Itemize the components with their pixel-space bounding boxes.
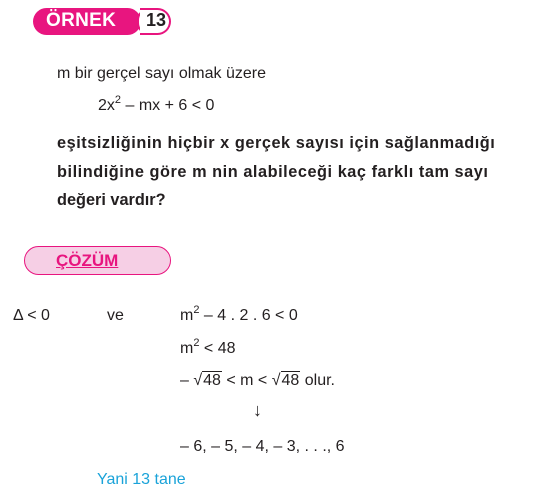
solution-label: ÇÖZÜM <box>56 251 119 270</box>
sqrt-48-left <box>193 372 222 390</box>
example-number: 13 <box>146 10 167 30</box>
step1-base: m <box>180 307 194 324</box>
step1-exponent: 2 <box>193 303 200 316</box>
question-line-1: eşitsizliğinin hiçbir x gerçek sayısı için sağlanmadığı <box>57 134 496 152</box>
answer-text: Yani 13 tane <box>97 471 186 488</box>
solution-step-3 <box>180 372 335 390</box>
step1-rest: – 4 . 2 . 6 < 0 <box>199 307 298 324</box>
step2-exponent: 2 <box>193 336 200 349</box>
inequality-rhs: – mx + 6 < 0 <box>121 97 215 114</box>
and-word: ve <box>107 307 124 324</box>
question-line-3: değeri vardır? <box>57 191 166 209</box>
integer-values: – 6, – 5, – 4, – 3, . . ., 6 <box>180 438 345 455</box>
sqrt-sign-icon: √ <box>193 372 203 389</box>
radicand-left: 48 <box>203 372 221 389</box>
inequality-exponent: 2 <box>114 93 122 106</box>
delta-condition: Δ < 0 <box>13 307 50 324</box>
question-line-2: bilindiğine göre m nin alabileceği kaç farklı tam sayı <box>57 163 489 181</box>
inequality-lhs: 2x <box>98 97 115 114</box>
step3-mid: < m < <box>221 372 272 389</box>
step2-rest: < 48 <box>199 340 236 357</box>
radicand-right: 48 <box>281 372 300 389</box>
solution-step-1 <box>180 303 298 325</box>
problem-inequality <box>98 93 215 115</box>
sqrt-48-right <box>272 372 301 390</box>
solution-step-2 <box>180 336 236 358</box>
step2-base: m <box>180 340 194 357</box>
sqrt-sign-icon: √ <box>271 372 281 389</box>
step3-pre: – <box>180 372 194 389</box>
problem-intro: m bir gerçel sayı olmak üzere <box>57 65 266 82</box>
down-arrow-icon: ↓ <box>253 400 262 420</box>
step3-post: olur. <box>300 372 335 389</box>
example-label: ÖRNEK <box>46 10 117 31</box>
